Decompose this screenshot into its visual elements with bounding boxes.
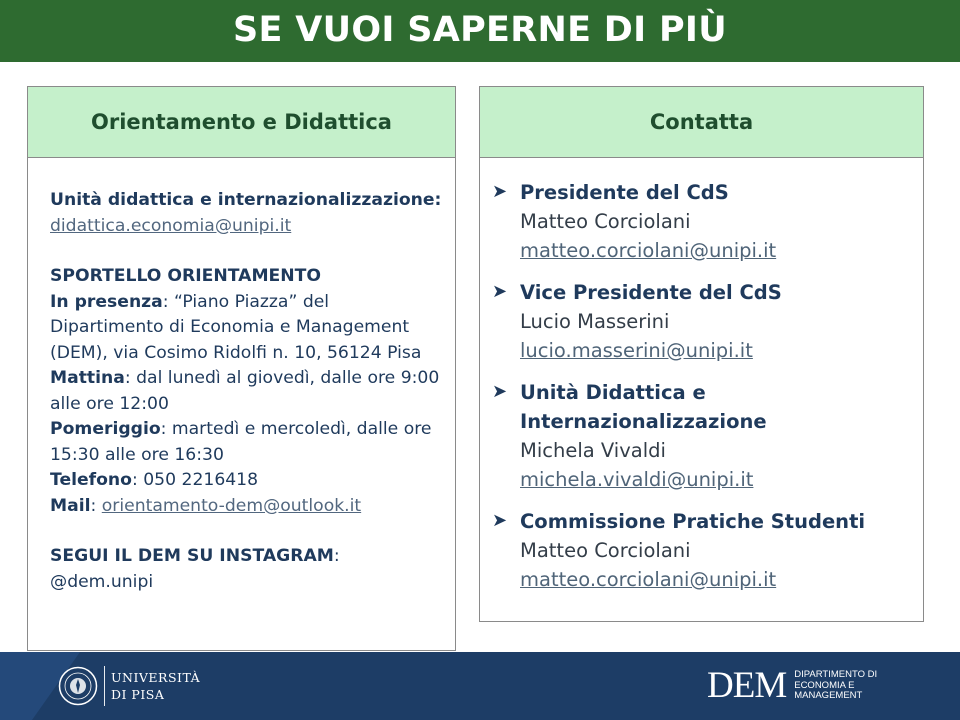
dem-line3: MANAGEMENT (794, 690, 863, 702)
page-title: SE VUOI SAPERNE DI PIÙ (233, 10, 727, 50)
unipi-seal-icon (58, 666, 98, 706)
dem-subtitle (794, 670, 877, 702)
contact-item (492, 178, 913, 265)
mail-line (50, 494, 445, 520)
dem-line1: DIPARTIMENTO DI (794, 669, 878, 681)
presenza-text: : “Piano Piazza” del Dipartimento di Economia e Management (DEM), via Cosimo Ridolfi n. 10, 56124 Pisa (50, 291, 422, 363)
unit-label: Unità didattica e internazionalizzazione: (50, 190, 442, 210)
contact-list (480, 158, 923, 594)
contact-item (492, 507, 913, 594)
contact-email-link[interactable]: matteo.corciolani@unipi.it (520, 239, 777, 262)
contact-name: Matteo Corciolani (520, 210, 691, 233)
telefono-text: : 050 2216418 (131, 470, 259, 490)
orientamento-panel (27, 86, 456, 651)
mail-link[interactable]: orientamento-dem@outlook.it (101, 495, 362, 516)
telefono-line (50, 468, 445, 494)
contact-role: Commissione Pratiche Studenti (520, 510, 866, 533)
unipi-line1: UNIVERSITÀ (111, 670, 201, 685)
mail-label: Mail (50, 495, 91, 516)
unipi-line2: DI PISA (111, 687, 165, 702)
presenza-label: In presenza (50, 291, 163, 312)
arrow-bullet-icon: ➤ (492, 281, 508, 302)
pomeriggio-text: : martedì e mercoledì, dalle ore 15:30 alle ore 16:30 (50, 419, 432, 465)
sportello-title: SPORTELLO ORIENTAMENTO (50, 266, 322, 286)
arrow-bullet-icon: ➤ (492, 510, 508, 531)
telefono-label: Telefono (50, 470, 132, 490)
instagram-handle: : @dem.unipi (50, 546, 340, 592)
contact-name: Lucio Masserini (520, 310, 670, 333)
pomeriggio-line (50, 417, 445, 468)
dem-logo (707, 666, 877, 706)
unipi-logo (58, 666, 200, 706)
mail-separator: : (90, 495, 102, 516)
contact-role: Presidente del CdS (520, 181, 729, 204)
contact-email-link[interactable]: michela.vivaldi@unipi.it (520, 468, 754, 491)
mattina-text: : dal lunedì al giovedì, dalle ore 9:00 alle ore 12:00 (50, 368, 440, 414)
contatta-panel-title: Contatta (480, 87, 923, 158)
unipi-divider (104, 666, 105, 706)
dem-line2: ECONOMIA E (794, 679, 855, 691)
contact-name: Michela Vivaldi (520, 439, 666, 462)
mattina-line (50, 366, 445, 417)
unipi-wordmark (111, 669, 200, 703)
mattina-label: Mattina (50, 368, 125, 388)
contact-item (492, 278, 913, 365)
orientamento-panel-body (28, 158, 455, 595)
presenza-line (50, 290, 445, 367)
unit-email-link[interactable]: didattica.economia@unipi.it (50, 215, 292, 236)
orientamento-panel-title: Orientamento e Didattica (28, 87, 455, 158)
dem-mark: DEM (707, 665, 787, 706)
title-bar (0, 0, 960, 62)
instagram-label: SEGUI IL DEM SU INSTAGRAM (50, 546, 334, 566)
contact-email-link[interactable]: lucio.masserini@unipi.it (520, 339, 753, 362)
contact-item (492, 378, 913, 494)
pomeriggio-label: Pomeriggio (50, 419, 161, 439)
contact-role: Unità Didattica e Internazionalizzazione (520, 381, 767, 433)
contact-email-link[interactable]: matteo.corciolani@unipi.it (520, 568, 777, 591)
contatta-panel (479, 86, 924, 622)
contact-role: Vice Presidente del CdS (520, 281, 782, 304)
arrow-bullet-icon: ➤ (492, 381, 508, 402)
contact-name: Matteo Corciolani (520, 539, 691, 562)
arrow-bullet-icon: ➤ (492, 181, 508, 202)
instagram-line (50, 544, 445, 595)
